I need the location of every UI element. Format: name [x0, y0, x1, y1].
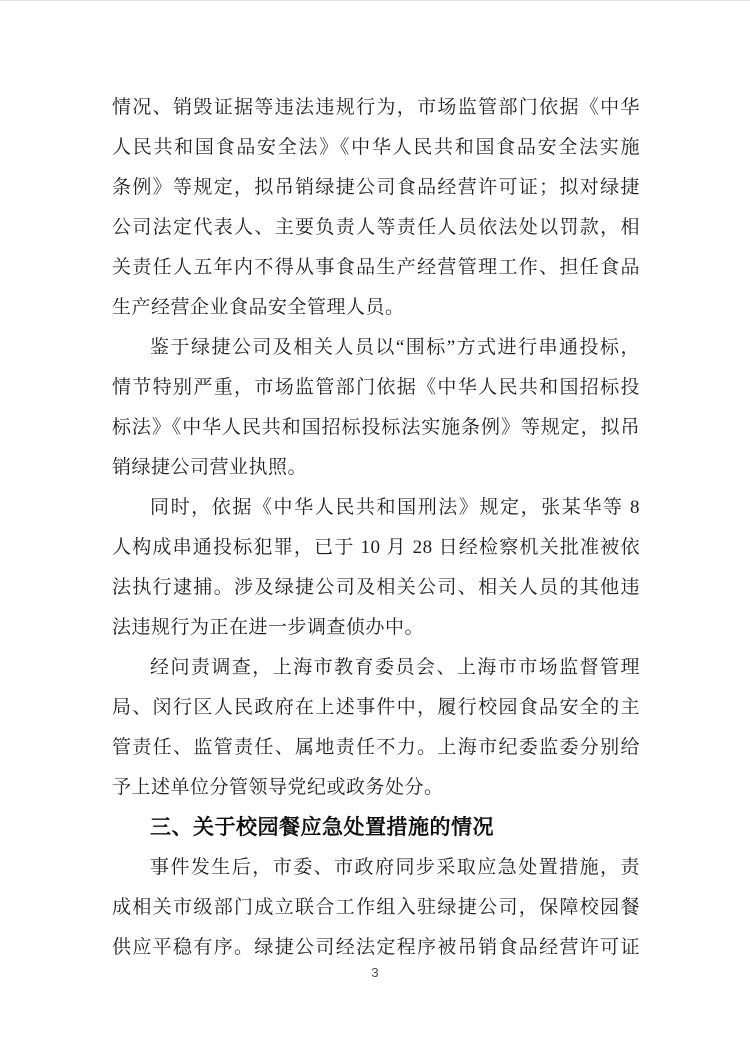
page-top-edge-line [0, 0, 750, 1]
body-line: 人构成串通投标犯罪，已于 10 月 28 日经检察机关批准被依 [112, 537, 640, 558]
body-line: 法执行逮捕。涉及绿捷公司及相关公司、相关人员的其他违 [112, 577, 640, 598]
body-line: 成相关市级部门成立联合工作组入驻绿捷公司，保障校园餐 [112, 897, 640, 918]
body-line: 情况、销毁证据等违法违规行为，市场监管部门依据《中华 [112, 97, 640, 118]
body-line: 关责任人五年内不得从事食品生产经营管理工作、担任食品 [112, 257, 640, 278]
body-line: 事件发生后，市委、市政府同步采取应急处置措施，责 [150, 857, 640, 878]
body-line: 情节特别严重，市场监管部门依据《中华人民共和国招标投 [112, 377, 640, 398]
body-line: 生产经营企业食品安全管理人员。 [112, 297, 405, 318]
body-line: 条例》等规定，拟吊销绿捷公司食品经营许可证；拟对绿捷 [112, 177, 640, 198]
body-line: 销绿捷公司营业执照。 [112, 457, 308, 478]
body-line: 同时，依据《中华人民共和国刑法》规定，张某华等 8 [150, 497, 640, 518]
body-line: 公司法定代表人、主要负责人等责任人员依法处以罚款，相 [112, 217, 640, 238]
body-line: 标法》《中华人民共和国招标投标法实施条例》等规定，拟吊 [112, 417, 640, 438]
body-line: 人民共和国食品安全法》《中华人民共和国食品安全法实施 [112, 137, 640, 158]
section-heading: 三、关于校园餐应急处置措施的情况 [150, 816, 494, 839]
body-line: 鉴于绿捷公司及相关人员以“围标”方式进行串通投标， [150, 337, 640, 358]
body-line: 法违规行为正在进一步调查侦办中。 [112, 617, 425, 638]
body-line: 供应平稳有序。绿捷公司经法定程序被吊销食品经营许可证 [112, 937, 640, 958]
document-text-block [112, 88, 640, 968]
body-line: 管责任、监管责任、属地责任不力。上海市纪委监委分别给 [112, 737, 640, 758]
page-number: 3 [371, 965, 379, 980]
body-line: 局、闵行区人民政府在上述事件中，履行校园食品安全的主 [112, 697, 640, 718]
body-line: 予上述单位分管领导党纪或政务处分。 [112, 777, 444, 798]
body-line: 经问责调查，上海市教育委员会、上海市市场监督管理 [150, 657, 640, 678]
